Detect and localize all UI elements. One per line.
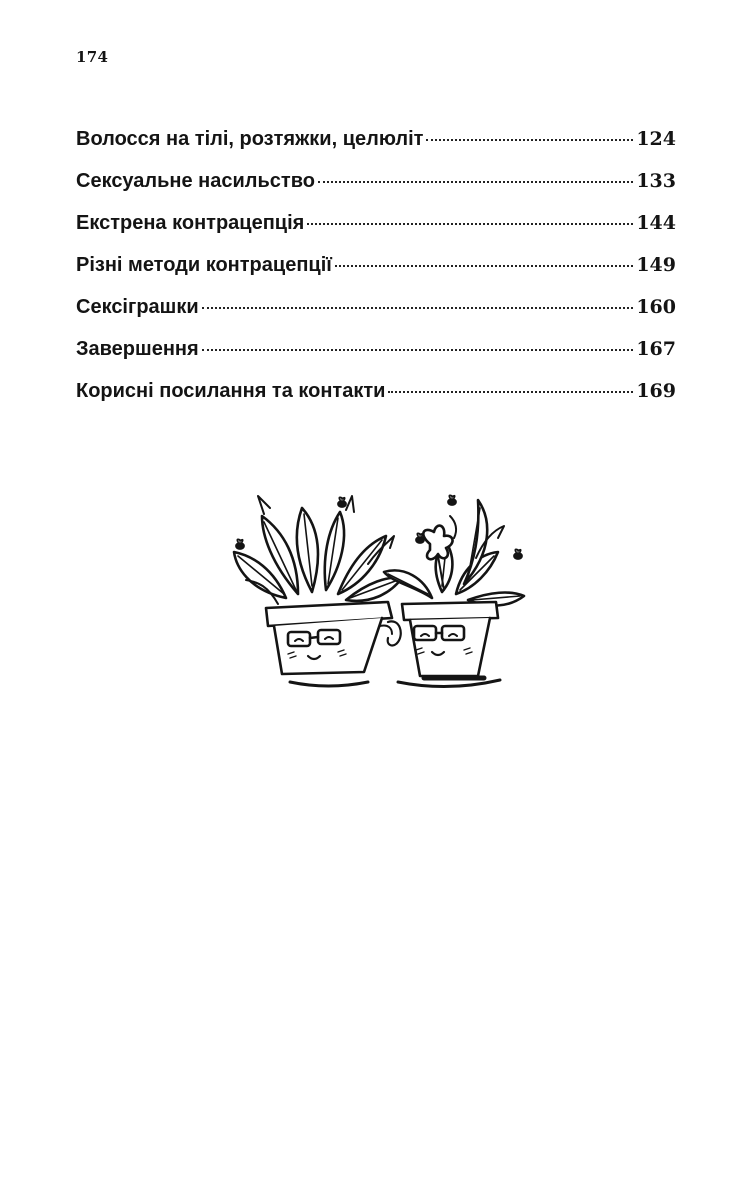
- toc-entry[interactable]: [76, 328, 676, 370]
- bee-icon: [236, 539, 244, 549]
- right-pot-icon: [402, 602, 498, 676]
- toc-entry-page: 160: [636, 296, 676, 318]
- toc-entry-page: 149: [636, 254, 676, 276]
- toc-entry[interactable]: [76, 244, 676, 286]
- dot-leader: [388, 391, 633, 393]
- bee-icon: [514, 549, 522, 559]
- toc-entry[interactable]: [76, 118, 676, 160]
- dot-leader: [426, 139, 633, 141]
- two-potted-plants-with-glasses-icon: [228, 486, 528, 696]
- dot-leader: [307, 223, 633, 225]
- left-pot-icon: [266, 602, 392, 674]
- toc-entry-page: 133: [636, 170, 676, 192]
- toc-entry[interactable]: [76, 370, 676, 412]
- toc-entry-page: 169: [636, 380, 676, 402]
- toc-entry[interactable]: [76, 202, 676, 244]
- toc-entry-title: Різні методи контрацепції: [76, 254, 332, 276]
- toc-entry-title: Корисні посилання та контакти: [76, 380, 386, 402]
- toc-entry-title: Завершення: [76, 338, 199, 360]
- toc-entry-page: 144: [636, 212, 676, 234]
- toc-entry-page: 124: [636, 128, 676, 150]
- toc-entry-title: Сексуальне насильство: [76, 170, 315, 192]
- toc-entry-title: Екстрена контрацепція: [76, 212, 305, 234]
- toc-entry-page: 167: [636, 338, 676, 360]
- page-number: 174: [76, 48, 109, 66]
- dot-leader: [202, 349, 634, 351]
- bee-icon: [338, 497, 346, 507]
- bee-icon: [448, 495, 456, 505]
- toc-entry[interactable]: [76, 286, 676, 328]
- toc-entry-title: Волосся на тілі, розтяжки, целюліт: [76, 128, 424, 150]
- dot-leader: [335, 265, 633, 267]
- table-of-contents: [76, 118, 676, 412]
- bee-icon: [416, 533, 424, 543]
- left-plant-leaves-icon: [234, 496, 402, 604]
- dot-leader: [202, 307, 634, 309]
- right-plant-leaves-icon: [384, 500, 524, 606]
- dot-leader: [318, 181, 633, 183]
- toc-entry[interactable]: [76, 160, 676, 202]
- toc-entry-title: Сексіграшки: [76, 296, 199, 318]
